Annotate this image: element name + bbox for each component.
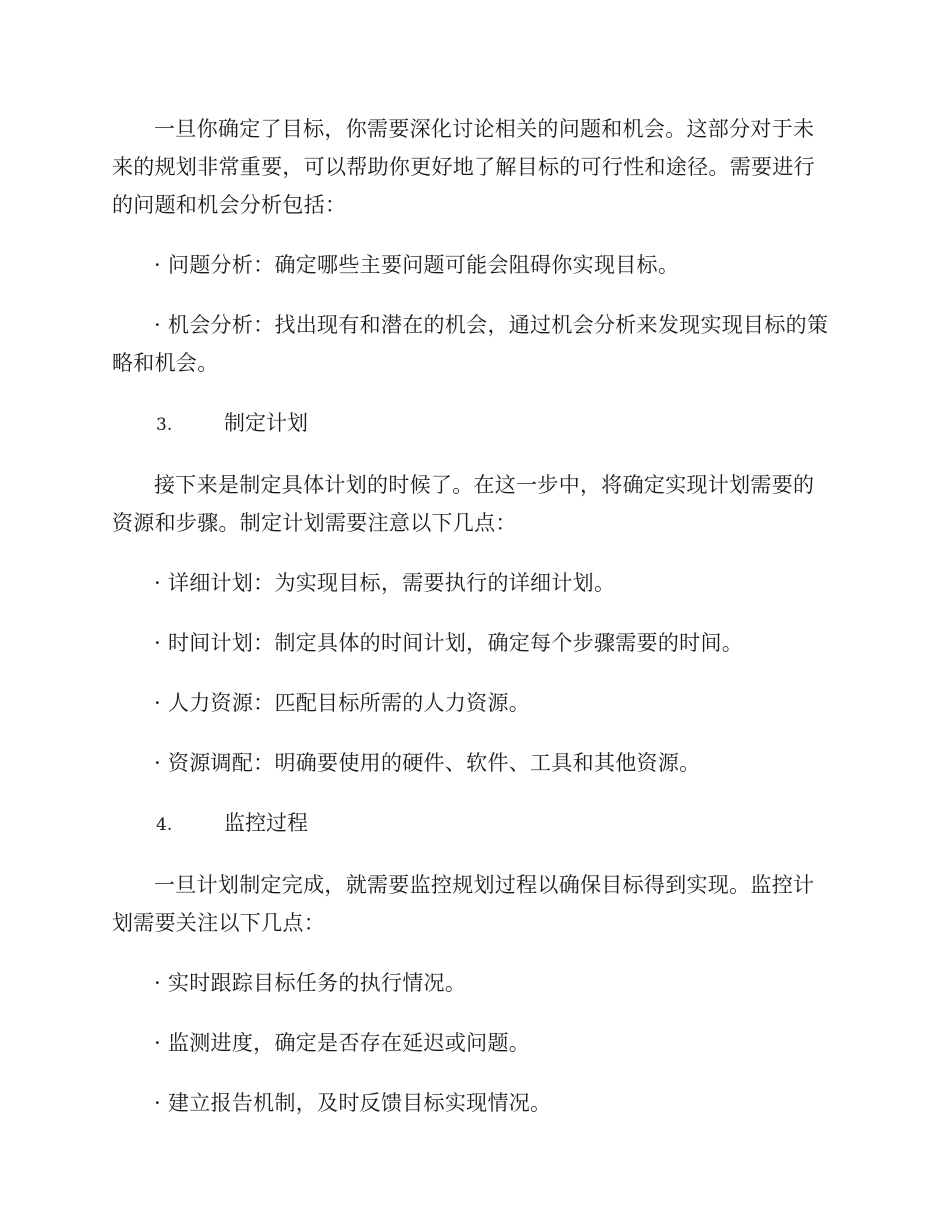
section-number: 3. — [156, 415, 173, 435]
bullet-time-plan: · 时间计划：制定具体的时间计划，确定每个步骤需要的时间。 — [154, 631, 744, 655]
section-heading-plan — [112, 404, 832, 444]
section-title: 监控过程 — [224, 811, 308, 835]
section-title: 制定计划 — [224, 411, 308, 435]
bullet-reporting-mechanism: · 建立报告机制，及时反馈目标实现情况。 — [154, 1091, 552, 1115]
document-body — [112, 110, 832, 1144]
monitor-paragraph: 一旦计划制定完成，就需要监控规划过程以确保目标得到实现。监控计划需要关注以下几点： — [112, 873, 815, 935]
intro-paragraph: 一旦你确定了目标，你需要深化讨论相关的问题和机会。这部分对于未来的规划非常重要，可以帮助你更好地了解目标的可行性和途径。需要进行的问题和机会分析包括： — [112, 117, 815, 217]
bullet-resource-allocation: · 资源调配：明确要使用的硬件、软件、工具和其他资源。 — [154, 751, 701, 775]
bullet-human-resources: · 人力资源：匹配目标所需的人力资源。 — [154, 691, 531, 715]
bullet-progress-monitoring: · 监测进度，确定是否存在延迟或问题。 — [154, 1031, 531, 1055]
bullet-problem-analysis: · 问题分析：确定哪些主要问题可能会阻碍你实现目标。 — [154, 253, 680, 277]
bullet-detailed-plan: · 详细计划：为实现目标，需要执行的详细计划。 — [154, 571, 616, 595]
bullet-opportunity-analysis: · 机会分析：找出现有和潜在的机会，通过机会分析来发现实现目标的策略和机会。 — [112, 313, 829, 375]
section-number: 4. — [156, 815, 173, 835]
section-heading-monitor — [112, 804, 832, 844]
bullet-realtime-tracking: · 实时跟踪目标任务的执行情况。 — [154, 971, 467, 995]
plan-paragraph: 接下来是制定具体计划的时候了。在这一步中，将确定实现计划需要的资源和步骤。制定计划需要注意以下几点： — [112, 473, 815, 535]
